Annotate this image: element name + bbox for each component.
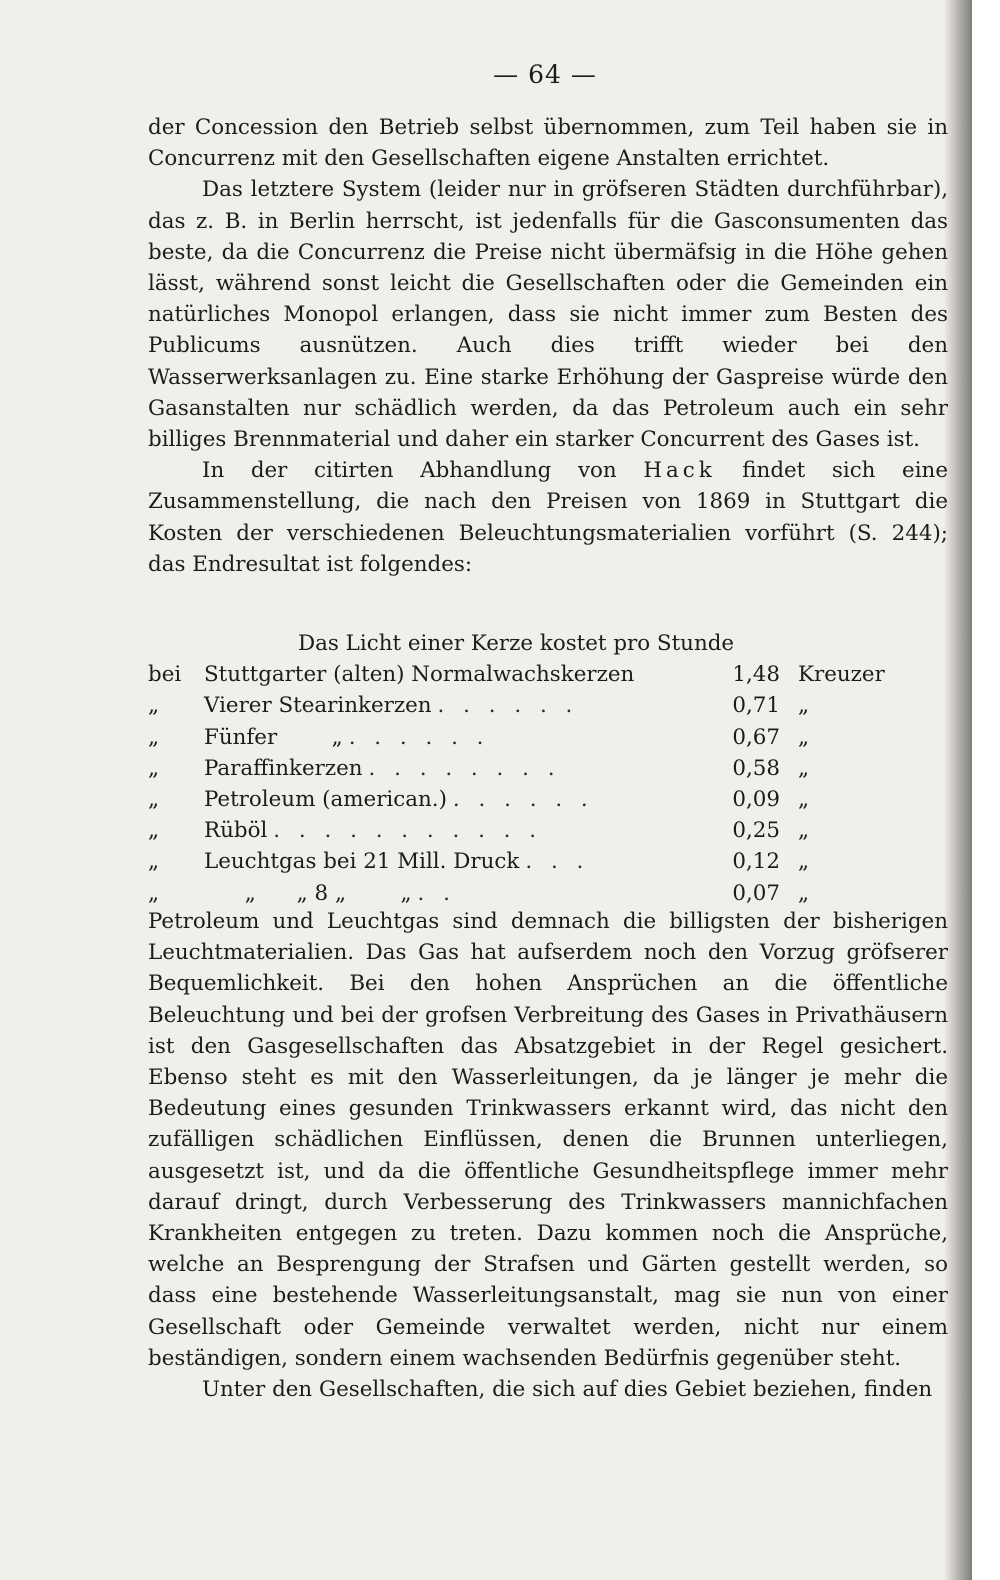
page-edge-shadow — [944, 0, 972, 1580]
row-prefix: „ — [148, 755, 160, 781]
paragraph-system: Das letztere System (leider nur in gröfseren Städten durchführbar), das z. B. in Berlin herrscht, ist jedenfalls für die Gasconsumenten das beste, da die Concurrenz die Preise nicht übermäfsig in die Höhe gehen lässt, während sonst leicht die Gesellschaften oder die Gemeinden ein natürliches Monopol erlangen, dass sie nicht immer zum Besten des Publicums ausnützen. Auch dies trifft wieder bei den Wasserwerksanlagen zu. Eine starke Erhöhung der Gaspreise würde den Gasanstalten nur schädlich werden, da das Petroleum auch ein sehr billiges Brennmaterial und daher ein starker Concurrent des Gases ist. — [148, 177, 948, 453]
row-prefix: bei — [148, 662, 182, 688]
row-dots: . . . . . . . . . . . — [273, 818, 543, 844]
price-table-title: Das Licht einer Kerze kostet pro Stunde — [298, 631, 735, 656]
price-table-rows — [148, 659, 948, 909]
row-prefix: „ — [148, 786, 160, 812]
row-value: 0,58 — [732, 755, 780, 781]
price-row — [148, 722, 948, 753]
row-prefix: „ — [148, 693, 160, 719]
text-block-top — [148, 112, 948, 580]
row-unit: „ — [798, 818, 810, 844]
row-dots: . . — [417, 880, 456, 906]
row-label: Stuttgarter (alten) Normalwachskerzen — [204, 662, 635, 688]
text-block-bottom — [148, 906, 948, 1405]
row-label: „ „ 8 „ „ — [204, 880, 412, 906]
hack-before: In der citirten Abhandlung von — [202, 458, 644, 484]
row-dots — [634, 659, 720, 690]
page-number: — 64 — — [493, 60, 597, 89]
author-name-hack: Hack — [643, 458, 716, 484]
paragraph-final: Unter den Gesellschaften, die sich auf dies Gebiet beziehen, finden — [202, 1377, 933, 1403]
price-row — [148, 690, 948, 721]
row-dots: . . . . . . — [452, 786, 594, 812]
row-unit: „ — [798, 849, 810, 875]
row-prefix: „ — [148, 849, 160, 875]
row-dots: . . . — [525, 849, 590, 875]
row-dots: . . . . . . — [437, 693, 579, 719]
paragraph-continuation: der Concession den Betrieb selbst übernommen, zum Teil haben sie in Concurrenz mit den Gesellschaften eigene Anstalten errichtet. — [148, 115, 948, 172]
row-dots: . . . . . . . . — [368, 755, 561, 781]
row-label: Petroleum (american.) — [204, 786, 447, 812]
row-value: 0,25 — [732, 818, 780, 844]
row-unit: „ — [798, 755, 810, 781]
row-label: Vierer Stearinkerzen — [204, 693, 432, 719]
paragraph-hack — [148, 455, 948, 580]
row-label: Leuchtgas bei 21 Mill. Druck — [204, 849, 520, 875]
row-label: Fünfer „ — [204, 724, 343, 750]
row-prefix: „ — [148, 724, 160, 750]
row-value: 0,67 — [732, 724, 780, 750]
price-row — [148, 659, 948, 690]
row-prefix: „ — [148, 880, 160, 906]
row-value: 0,71 — [732, 693, 780, 719]
row-unit: Kreuzer — [798, 662, 885, 688]
paragraph-conclusion: Petroleum und Leuchtgas sind demnach die billigsten der bisherigen Leuchtmaterialien. Das Gas hat aufserdem noch den Vorzug gröfserer Bequemlichkeit. Bei den hohen Ansprüchen an die öffentliche Beleuchtung und bei der grofsen Verbreitung des Gases in Privathäusern ist den Gasgesellschaften das Absatzgebiet in der Regel gesichert. Ebenso steht es mit den Wasserleitungen, da je länger je mehr die Bedeutung eines gesunden Trinkwassers erkannt wird, das nicht den zufälligen schädlichen Einflüssen, denen die Brunnen unterliegen, ausgesetzt ist, und da die öffentliche Gesundheitspflege immer mehr darauf dringt, durch Verbesserung des Trinkwassers mannichfachen Krankheiten entgegen zu treten. Dazu kommen noch die Ansprüche, welche an Besprengung der Strafsen und Gärten gestellt werden, so dass eine bestehende Wasserleitungsanstalt, mag sie nun von einer Gesellschaft oder Gemeinde verwaltet werden, nicht nur einem beständigen, sondern einem wachsenden Bedürfnis gegenüber steht. — [148, 909, 948, 1371]
row-label: Rüböl — [204, 818, 268, 844]
row-prefix: „ — [148, 818, 160, 844]
row-value: 1,48 — [732, 662, 780, 688]
price-row — [148, 753, 948, 784]
price-row — [148, 815, 948, 846]
row-unit: „ — [798, 786, 810, 812]
row-unit: „ — [798, 880, 810, 906]
row-dots: . . . . . . — [348, 724, 490, 750]
row-value: 0,07 — [732, 880, 780, 906]
price-row — [148, 846, 948, 877]
row-label: Paraffinkerzen — [204, 755, 363, 781]
row-value: 0,09 — [732, 786, 780, 812]
row-unit: „ — [798, 693, 810, 719]
price-row — [148, 878, 948, 909]
row-value: 0,12 — [732, 849, 780, 875]
price-table — [148, 628, 948, 909]
price-row — [148, 784, 948, 815]
row-unit: „ — [798, 724, 810, 750]
hack-after: findet sich eine Zusammenstellung, die nach den Preisen von 1869 in Stuttgart die Kosten der verschiedenen Beleuchtungsmaterialien vorführt (S. 244); das Endresultat ist folgendes: — [148, 458, 948, 577]
